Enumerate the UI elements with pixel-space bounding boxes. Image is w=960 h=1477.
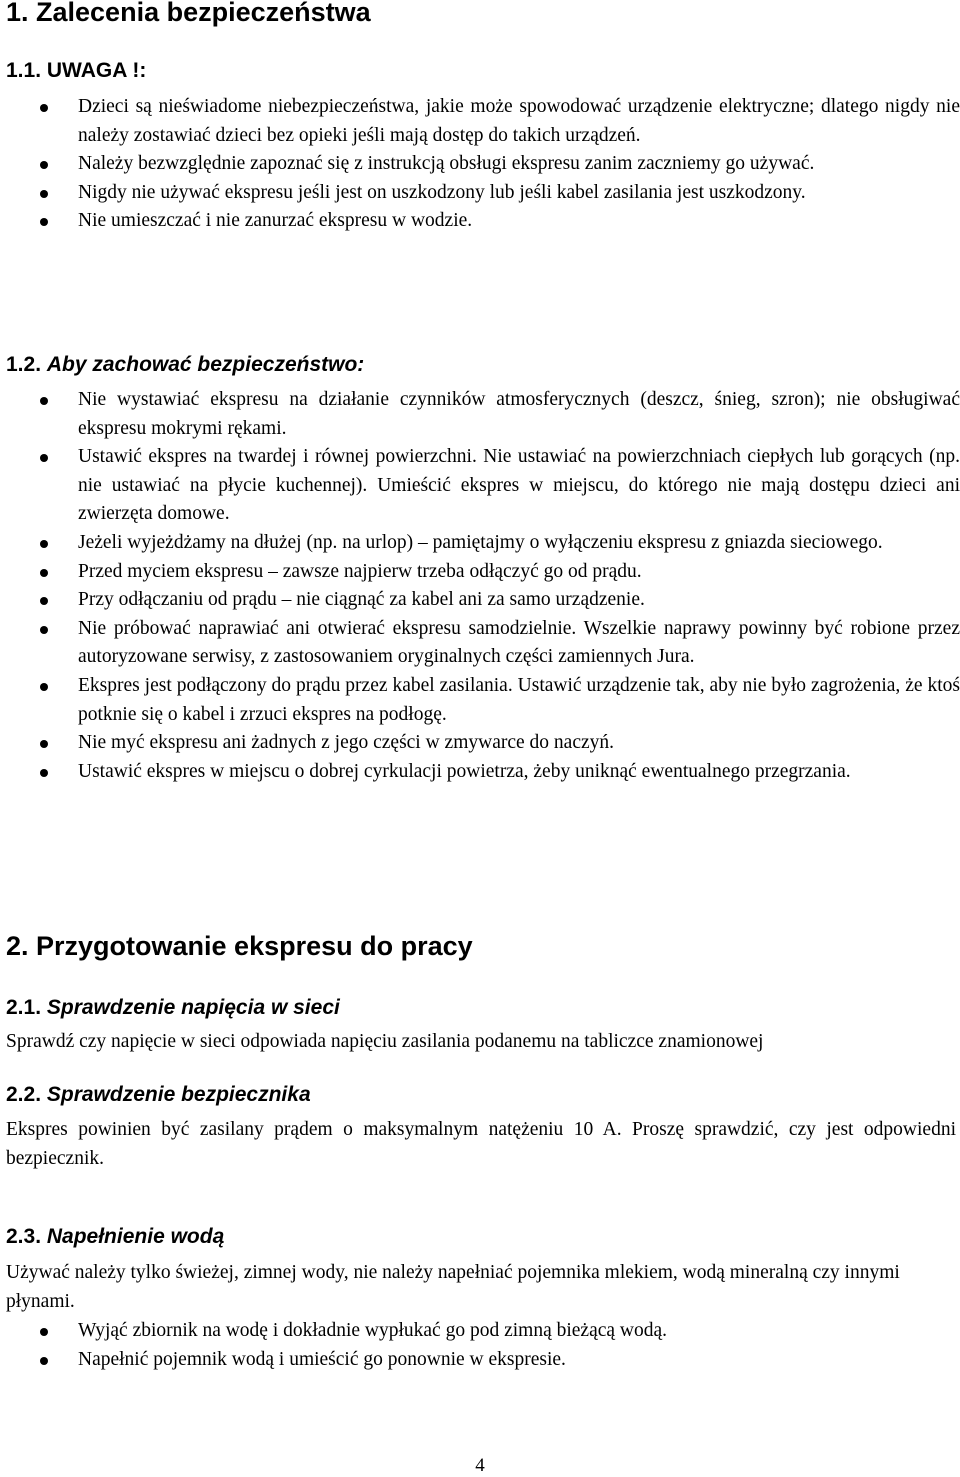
bullet-icon: [40, 104, 48, 112]
bullet-icon: [40, 454, 48, 462]
bullet-icon: [40, 190, 48, 198]
list-item: Nigdy nie używać ekspresu jeśli jest on uszkodzony lub jeśli kabel zasilania jest uszkodzony.: [0, 179, 960, 208]
bullet-icon: [40, 540, 48, 548]
section-1-title: 1. Zalecenia bezpieczeństwa: [6, 0, 371, 27]
list-item: Nie umieszczać i nie zanurzać ekspresu w wodzie.: [0, 207, 960, 236]
bullet-icon: [40, 569, 48, 577]
subsection-1-2-title: 1.2. Aby zachować bezpieczeństwo:: [6, 353, 365, 376]
page-number: 4: [475, 1455, 485, 1476]
bullet-icon: [40, 161, 48, 169]
list-item: Nie myć ekspresu ani żadnych z jego części w zmywarce do naczyń.: [0, 729, 960, 758]
bullet-icon: [40, 397, 48, 405]
paragraph-fuse: Ekspres powinien być zasilany prądem o maksymalnym natężeniu 10 A. Proszę sprawdzić, czy jest odpowiedni bezpiecznik.: [6, 1119, 956, 1169]
list-item: Wyjąć zbiornik na wodę i dokładnie wypłukać go pod zimną bieżącą wodą.: [0, 1317, 960, 1346]
list-item: Ekspres jest podłączony do prądu przez kabel zasilania. Ustawić urządzenie tak, aby nie było zagrożenia, że ktoś potknie się o kabel i zrzuci ekspres na podłogę.: [0, 672, 960, 729]
paragraph-water: Używać należy tylko świeżej, zimnej wody, nie należy napełniać pojemnika mlekiem, wodą mineralną czy innymi płynami.: [6, 1262, 900, 1312]
bullet-icon: [40, 597, 48, 605]
list-item: Nie próbować naprawiać ani otwierać ekspresu samodzielnie. Wszelkie naprawy powinny być robione przez autoryzowane serwisy, z zastosowaniem oryginalnych części zamiennych Jura.: [0, 615, 960, 672]
paragraph-voltage: Sprawdź czy napięcie w sieci odpowiada napięciu zasilania podanemu na tabliczce znamionowej: [6, 1031, 764, 1052]
subsection-1-1-title: 1.1. UWAGA !:: [6, 59, 147, 82]
list-item: Przy odłączaniu od prądu – nie ciągnąć za kabel ani za samo urządzenie.: [0, 586, 960, 615]
bullet-icon: [40, 683, 48, 691]
list-item: Jeżeli wyjeżdżamy na dłużej (np. na urlop) – pamiętajmy o wyłączeniu ekspresu z gniazda sieciowego.: [0, 529, 960, 558]
list-item: Dzieci są nieświadome niebezpieczeństwa, jakie może spowodować urządzenie elektryczne; dlatego nigdy nie należy zostawiać dzieci bez opieki jeśli mają dostęp do takich urządzeń.: [0, 93, 960, 150]
warning-list: [0, 93, 960, 236]
safety-list: [0, 386, 960, 786]
subsection-2-2-title: 2.2. Sprawdzenie bezpiecznika: [6, 1083, 311, 1106]
bullet-icon: [40, 626, 48, 634]
bullet-icon: [40, 740, 48, 748]
bullet-icon: [40, 1357, 48, 1365]
subsection-2-1-title: 2.1. Sprawdzenie napięcia w sieci: [6, 996, 340, 1019]
bullet-icon: [40, 769, 48, 777]
list-item: Napełnić pojemnik wodą i umieścić go ponownie w ekspresie.: [0, 1346, 960, 1375]
list-item: Ustawić ekspres na twardej i równej powierzchni. Nie ustawiać na powierzchniach ciepłych lub gorących (np. nie ustawiać na płycie kuchennej). Umieścić ekspres w miejscu, do którego nie mają dostępu dzieci ani zwierzęta domowe.: [0, 443, 960, 529]
subsection-2-3-title: 2.3. Napełnienie wodą: [6, 1225, 225, 1248]
bullet-icon: [40, 218, 48, 226]
list-item: Przed myciem ekspresu – zawsze najpierw trzeba odłączyć go od prądu.: [0, 558, 960, 587]
list-item: Należy bezwzględnie zapoznać się z instrukcją obsługi ekspresu zanim zaczniemy go używać.: [0, 150, 960, 179]
section-2-title: 2. Przygotowanie ekspresu do pracy: [6, 931, 473, 961]
list-item: Nie wystawiać ekspresu na działanie czynników atmosferycznych (deszcz, śnieg, szron); nie obsługiwać ekspresu mokrymi rękami.: [0, 386, 960, 443]
bullet-icon: [40, 1328, 48, 1336]
water-list: [0, 1317, 960, 1374]
list-item: Ustawić ekspres w miejscu o dobrej cyrkulacji powietrza, żeby uniknąć ewentualnego przegrzania.: [0, 758, 960, 787]
